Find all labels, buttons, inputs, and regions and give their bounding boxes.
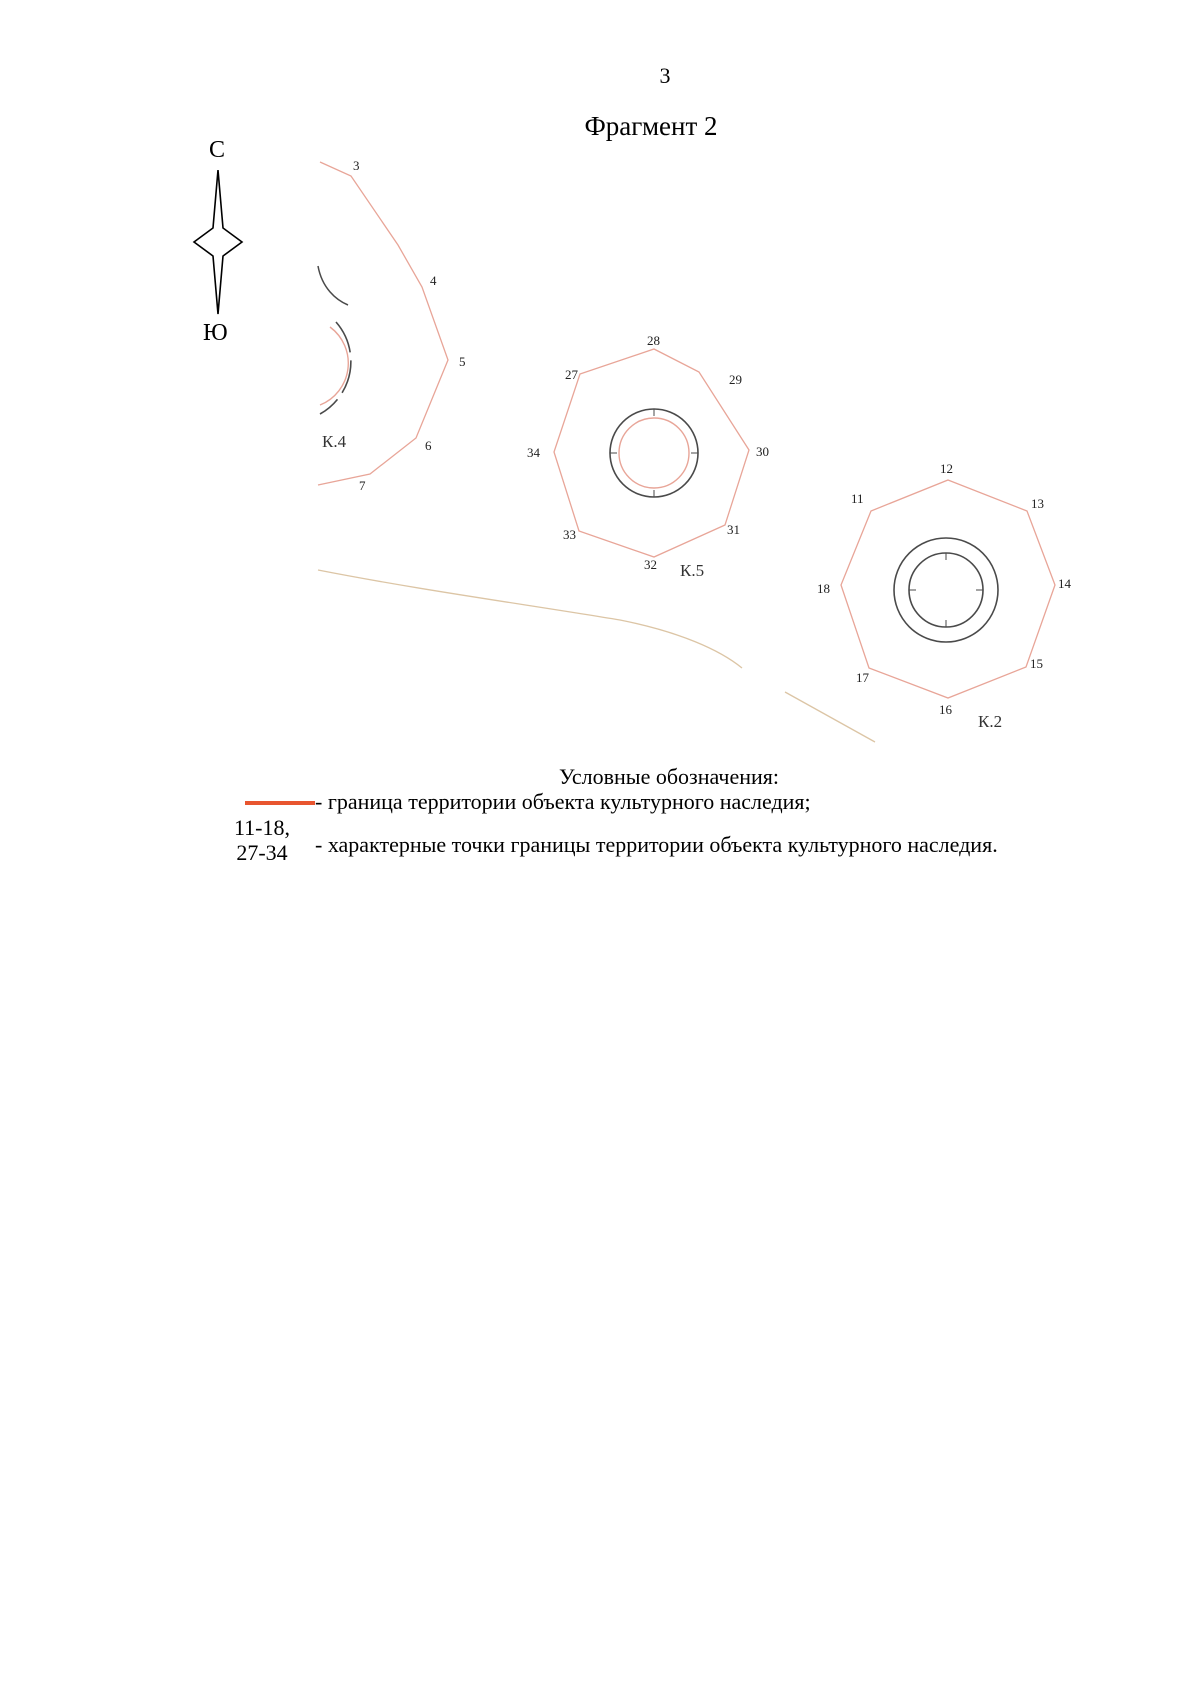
point-label: 31	[727, 522, 740, 537]
point-label: 13	[1031, 496, 1044, 511]
point-label: 4	[430, 273, 437, 288]
legend-boundary-line-icon	[245, 801, 315, 805]
page-title: Фрагмент 2	[584, 111, 718, 141]
legend-points-text: - характерные точки границы территории объекта культурного наследия.	[315, 832, 998, 857]
page-number: 3	[659, 63, 671, 88]
object-label-k2: К.2	[978, 712, 1003, 731]
point-label: 14	[1058, 576, 1071, 591]
object-label-k4: К.4	[322, 432, 347, 451]
legend-points-range-1: 11-18,	[233, 815, 290, 840]
legend-boundary-text: - граница территории объекта культурного наследия;	[315, 789, 811, 814]
point-labels	[353, 158, 1072, 717]
object-labels	[322, 432, 1002, 731]
object-k2-inner-ring	[909, 553, 983, 627]
object-label-k5: К.5	[680, 561, 705, 580]
road-line	[318, 570, 875, 742]
object-k4-rings	[318, 266, 351, 414]
point-label: 5	[459, 354, 466, 369]
compass-north-label: С	[209, 137, 226, 163]
compass-south-label: Ю	[203, 320, 228, 346]
point-label: 34	[527, 445, 540, 460]
point-label: 32	[644, 557, 657, 572]
point-label: 16	[939, 702, 952, 717]
point-label: 30	[756, 444, 769, 459]
point-label: 15	[1030, 656, 1043, 671]
object-k5-outer-ring	[610, 409, 698, 497]
legend-points-range	[229, 815, 295, 865]
point-label: 11	[851, 491, 864, 506]
boundary-k2	[841, 480, 1055, 698]
map-fragment	[0, 0, 1200, 760]
legend-points-range-2: 27-34	[236, 840, 288, 865]
legend-title: Условные обозначения:	[558, 764, 780, 789]
point-label: 29	[729, 372, 742, 387]
point-label: 6	[425, 438, 432, 453]
point-label: 18	[817, 581, 830, 596]
point-label: 12	[940, 461, 953, 476]
point-label: 17	[856, 670, 869, 685]
object-k5-inner-ring	[619, 418, 689, 488]
point-label: 27	[565, 367, 578, 382]
boundary-k5	[554, 349, 749, 557]
point-label: 7	[359, 478, 366, 493]
point-label: 33	[563, 527, 576, 542]
point-label: 28	[647, 333, 660, 348]
point-label: 3	[353, 158, 360, 173]
